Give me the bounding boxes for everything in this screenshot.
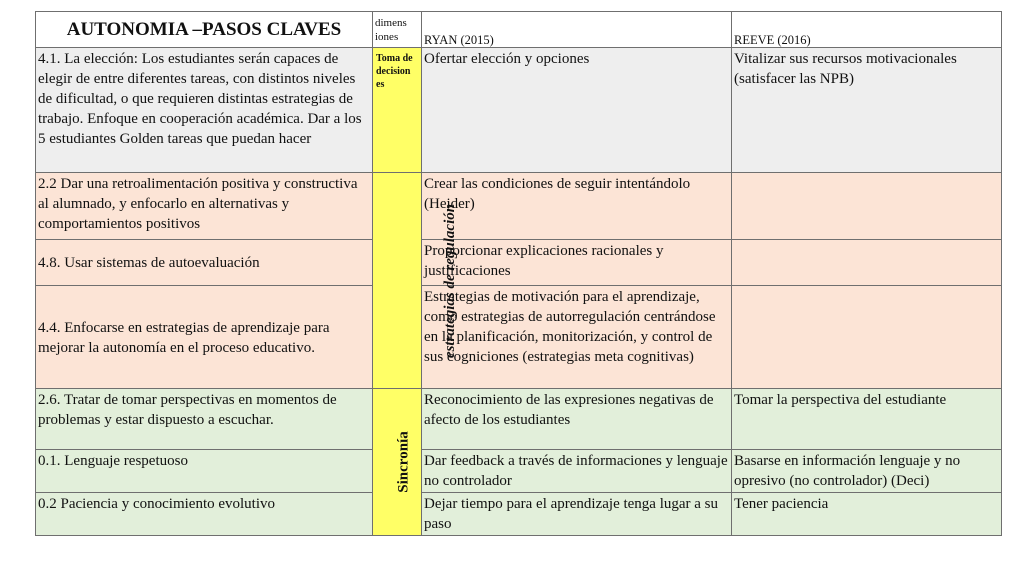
table-row <box>36 173 1002 240</box>
reeve-cell: Vitalizar sus recursos motivacionales (satisfacer las NPB) <box>732 48 1002 173</box>
dimensions-header: dimens iones <box>373 12 422 48</box>
step-cell: 2.6. Tratar de tomar perspectivas en momentos de problemas y estar dispuesto a escuchar. <box>36 389 373 450</box>
step-cell: 4.1. La elección: Los estudiantes serán capaces de elegir de entre diferentes tareas, con distintos niveles de dificultad, o que requieren distintas estrategias de trabajo. Enfoque en cooperación académica. Dar a los 5 estudiantes Golden tareas que puedan hacer <box>36 48 373 173</box>
reeve-cell <box>732 173 1002 240</box>
dimension-label: estrategias de regulación <box>442 203 459 358</box>
table-row <box>36 240 1002 286</box>
table-title: AUTONOMIA –PASOS CLAVES <box>36 12 373 48</box>
step-cell: 2.2 Dar una retroalimentación positiva y constructiva al alumnado, y enfocarlo en alternativas y comportamientos positivos <box>36 173 373 240</box>
dimension-toma-decisiones: Toma de decision es <box>373 48 422 173</box>
step-cell: 4.8. Usar sistemas de autoevaluación <box>36 240 373 286</box>
reeve-cell <box>732 286 1002 389</box>
ryan-cell: Crear las condiciones de seguir intentándolo (Heider) <box>422 173 732 240</box>
dimension-label: Sincronía <box>395 431 412 493</box>
ryan-cell: Proporcionar explicaciones racionales y justificaciones <box>422 240 732 286</box>
header-row <box>36 12 1002 48</box>
ryan-cell: Dejar tiempo para el aprendizaje tenga lugar a su paso <box>422 493 732 536</box>
ryan-cell: Dar feedback a través de informaciones y lenguaje no controlador <box>422 450 732 493</box>
autonomia-table <box>35 11 1002 536</box>
table-row <box>36 493 1002 536</box>
reeve-cell: Basarse en información lenguaje y no opresivo (no controlador) (Deci) <box>732 450 1002 493</box>
table-row <box>36 286 1002 389</box>
step-cell: 0.1. Lenguaje respetuoso <box>36 450 373 493</box>
table-row <box>36 48 1002 173</box>
ryan-cell: Estrategias de motivación para el aprendizaje, como estrategias de autorregulación centrándose en la planificación, monitorización, y control de sus cogniciones (estrategias meta cognitivas) <box>422 286 732 389</box>
table-row <box>36 389 1002 450</box>
dimension-estrategias-regulacion <box>373 173 459 389</box>
table-row <box>36 450 1002 493</box>
step-cell: 0.2 Paciencia y conocimiento evolutivo <box>36 493 373 536</box>
dimension-sincronia <box>373 389 422 536</box>
step-cell: 4.4. Enfocarse en estrategias de aprendizaje para mejorar la autonomía en el proceso educativo. <box>36 286 373 389</box>
reeve-cell: Tomar la perspectiva del estudiante <box>732 389 1002 450</box>
ryan-header: RYAN (2015) <box>422 12 732 48</box>
reeve-cell: Tener paciencia <box>732 493 1002 536</box>
ryan-cell: Ofertar elección y opciones <box>422 48 732 173</box>
reeve-cell <box>732 240 1002 286</box>
reeve-header: REEVE (2016) <box>732 12 1002 48</box>
ryan-cell: Reconocimiento de las expresiones negativas de afecto de los estudiantes <box>422 389 732 450</box>
